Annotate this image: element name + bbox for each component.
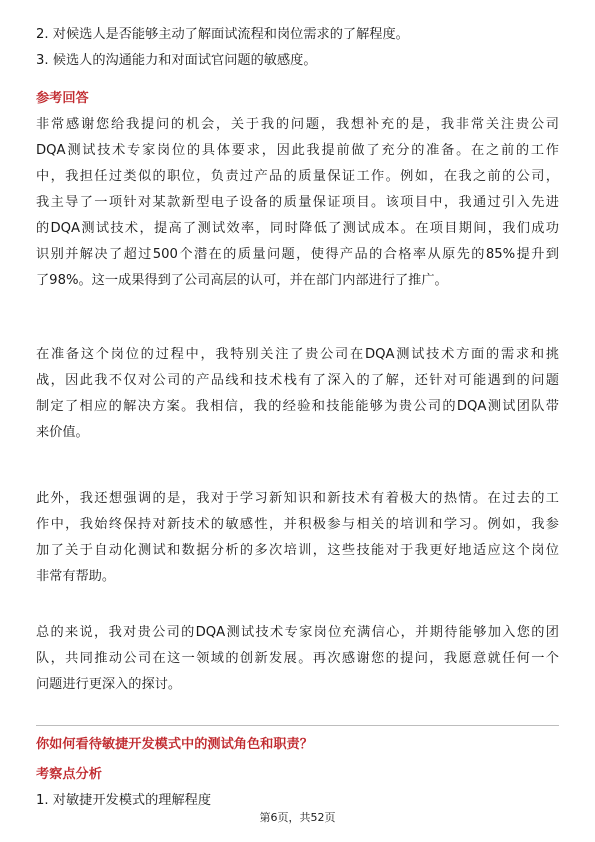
paragraph-line: 制定了相应的解决方案。我相信，我的经验和技能能够为贵公司的DQA测试团队带 bbox=[36, 399, 559, 414]
answer-paragraph-3 bbox=[36, 486, 559, 590]
paragraph-line: 总的来说，我对贵公司的DQA测试技术专家岗位充满信心，并期待能够加入您的团 bbox=[36, 625, 559, 640]
paragraph-line: 作中，我始终保持对新技术的敏感性，并积极参与相关的培训和学习。例如，我参 bbox=[36, 517, 559, 532]
paragraph-line: 此外，我还想强调的是，我对于学习新知识和新技术有着极大的热情。在过去的工 bbox=[36, 491, 559, 506]
paragraph-line: 非常感谢您给我提问的机会，关于我的问题，我想补充的是，我非常关注贵公司 bbox=[36, 117, 559, 132]
evaluation-point: 2. 对候选人是否能够主动了解面试流程和岗位需求的了解程度。 bbox=[36, 27, 409, 42]
paragraph-line: 战，因此我不仅对公司的产品线和技术栈有了深入的了解，还针对可能遇到的问题 bbox=[36, 373, 559, 388]
paragraph-line: 的DQA测试技术，提高了测试效率，同时降低了测试成本。在项目期间，我们成功 bbox=[36, 221, 559, 236]
paragraph-line: 了98%。这一成果得到了公司高层的认可，并在部门内部进行了推广。 bbox=[36, 273, 448, 288]
paragraph-line: 我主导了一项针对某款新型电子设备的质量保证项目。该项目中，我通过引入先进 bbox=[36, 195, 559, 210]
answer-heading: 参考回答 bbox=[36, 91, 89, 106]
answer-paragraph-2 bbox=[36, 342, 559, 446]
section-divider bbox=[36, 725, 559, 726]
paragraph-line: DQA测试技术专家岗位的具体要求，因此我提前做了充分的准备。在之前的工作 bbox=[36, 143, 559, 158]
paragraph-line: 加了关于自动化测试和数据分析的多次培训，这些技能对于我更好地适应这个岗位 bbox=[36, 543, 559, 558]
paragraph-line: 问题进行更深入的探讨。 bbox=[36, 677, 182, 692]
evaluation-points-list bbox=[36, 22, 559, 74]
paragraph-line: 来价值。 bbox=[36, 425, 89, 440]
answer-paragraph-4 bbox=[36, 620, 559, 698]
question-heading: 你如何看待敏捷开发模式中的测试角色和职责？ bbox=[36, 737, 313, 752]
paragraph-line: 非常有帮助。 bbox=[36, 569, 116, 584]
paragraph-line: 队，共同推动公司在这一领域的创新发展。再次感谢您的提问，我愿意就任何一个 bbox=[36, 651, 559, 666]
analysis-heading: 考察点分析 bbox=[36, 767, 102, 782]
analysis-item: 1. 对敏捷开发模式的理解程度 bbox=[36, 793, 212, 808]
paragraph-line: 中，我担任过类似的职位，负责过产品的质量保证工作。例如，在我之前的公司， bbox=[36, 169, 559, 184]
answer-paragraph-1 bbox=[36, 112, 559, 294]
evaluation-point: 3. 候选人的沟通能力和对面试官问题的敏感度。 bbox=[36, 53, 317, 68]
page-number: 第6页，共52页 bbox=[259, 811, 336, 824]
paragraph-line: 在准备这个岗位的过程中，我特别关注了贵公司在DQA测试技术方面的需求和挑 bbox=[36, 347, 559, 362]
paragraph-line: 识别并解决了超过500个潜在的质量问题，使得产品的合格率从原先的85%提升到 bbox=[36, 247, 559, 262]
